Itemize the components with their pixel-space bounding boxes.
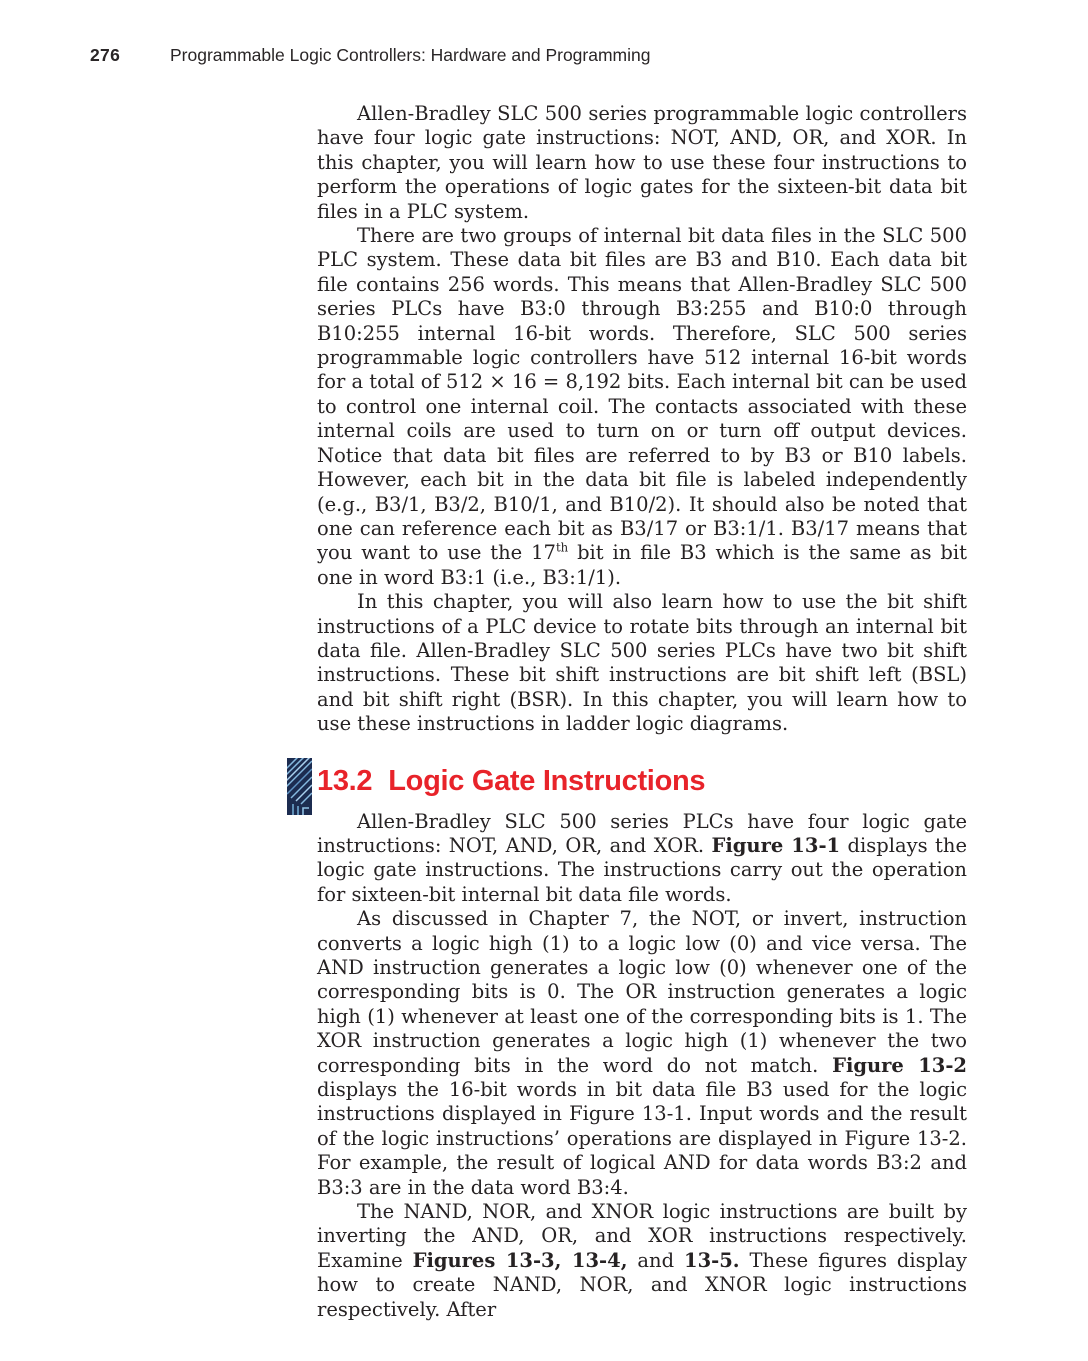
body-text: In this chapter, you will also learn how to use the bit shift instructions of a PLC device to rotate bits through an internal bit data file. Allen-Bradley SLC 500 series PLCs have two bit shift instructions. These bit shift instructions are bit shift left (BSL) and bit shift right (BSR). In this chapter, you will learn how to use these instructions in ladder logic diagrams. bbox=[317, 590, 967, 736]
figure-reference: 13-5. bbox=[684, 1248, 740, 1272]
body-text: These figures display how to create NAND, NOR, and XNOR logic instructions respectively. After bbox=[317, 1248, 967, 1321]
body-text: bit in file B3 which is the same as bit one in word B3:1 (i.e., B3:1/1). bbox=[317, 541, 967, 589]
body-text: displays the logic gate instructions. The instructions carry out the operation for sixteen-bit internal bit data file words. bbox=[317, 833, 967, 906]
body-text: Allen-Bradley SLC 500 series PLCs have four logic gate instructions: NOT, AND, OR, and XOR. bbox=[317, 809, 967, 857]
body-paragraph bbox=[317, 1200, 967, 1322]
body-paragraph bbox=[317, 102, 967, 224]
section-paragraphs bbox=[317, 810, 967, 1323]
section-title: Logic Gate Instructions bbox=[388, 764, 706, 797]
page-number: 276 bbox=[90, 45, 121, 65]
ordinal-superscript: th bbox=[555, 540, 569, 555]
running-head: Programmable Logic Controllers: Hardware and Programming bbox=[170, 45, 651, 65]
figure-reference: Figure 13-2 bbox=[832, 1053, 967, 1077]
figure-reference: Figure 13-1 bbox=[711, 833, 841, 857]
body-text: and bbox=[627, 1248, 684, 1272]
body-text: The NAND, NOR, and XNOR logic instructions are built by inverting the AND, OR, and XOR instructions respectively. Examine bbox=[317, 1200, 967, 1272]
body-text: There are two groups of internal bit data files in the SLC 500 PLC system. These data bit files are B3 and B10. Each data bit file contains 256 words. This means that Allen-Bradley SLC 500 series PLCs have B3:0 through B3:255 and B10:0 through B10:255 internal 16-bit words. Therefore, SLC 500 series programmable logic controllers have 512 internal 16-bit words for a total of 512 × 16 = 8,192 bits. Each internal bit can be used to control one internal coil. The contacts associated with these internal coils are used to turn on or turn off output devices. Notice that data bit files are referred to by B3 or B10 labels. However, each bit in the data bit file is labeled independently (e.g., B3/1, B3/2, B10/1, and B10/2). It should also be noted that one can reference each bit as B3/17 or B3:1/1. B3/17 means that you want to use the 17 bbox=[317, 224, 967, 565]
page-header bbox=[90, 45, 650, 66]
figure-reference: Figures 13-3, 13-4, bbox=[412, 1248, 628, 1272]
body-text: Allen-Bradley SLC 500 series programmable logic controllers have four logic gate instructions: NOT, AND, OR, and XOR. In this chapter, you will learn how to use these four instructions to perform the operations of logic gates for the sixteen-bit data bit files in a PLC system. bbox=[317, 102, 967, 223]
body-text: As discussed in Chapter 7, the NOT, or invert, instruction converts a logic high (1) to a logic low (0) and vice versa. The AND instruction generates a logic low (0) whenever one of the corresponding bits is 0. The OR instruction generates a logic high (1) whenever at least one of the corresponding bits is 1. The XOR instruction generates a logic high (1) whenever the two corresponding bits in the word do not match. bbox=[317, 907, 967, 1077]
section-heading bbox=[317, 761, 967, 801]
body-paragraph bbox=[317, 224, 967, 590]
intro-paragraphs bbox=[317, 102, 967, 737]
body-paragraph bbox=[317, 907, 967, 1200]
body-paragraph bbox=[317, 810, 967, 908]
section-number: 13.2 bbox=[317, 764, 373, 797]
body-text: displays the 16-bit words in bit data file B3 used for the logic instructions displayed in Figure 13-1. Input words and the result of the logic instructions’ operations are displayed in Figure 13-2. For example, the result of logical AND for data words B3:2 and B3:3 are in the data word B3:4. bbox=[317, 1078, 967, 1199]
body-paragraph bbox=[317, 590, 967, 736]
circuit-chip-icon bbox=[287, 758, 312, 815]
text-column bbox=[317, 102, 967, 1322]
